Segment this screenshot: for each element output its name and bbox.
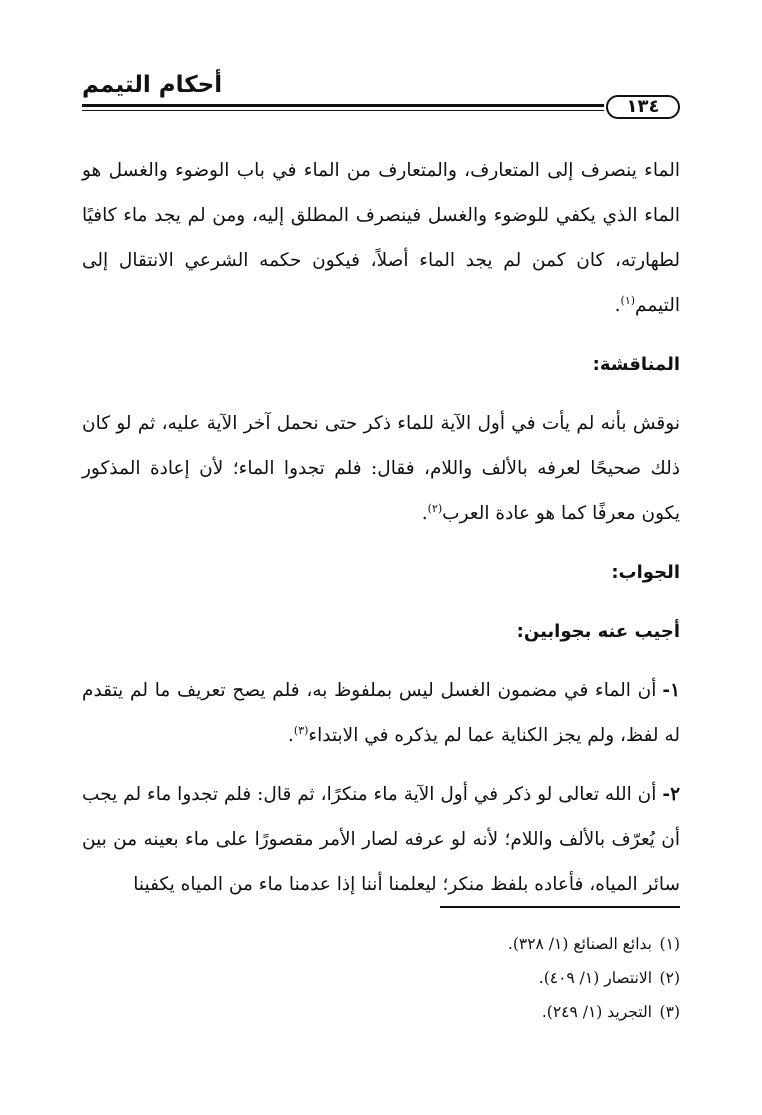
footnote-number: (٣)	[659, 1003, 680, 1021]
footnote-item	[82, 995, 680, 1029]
page-number: ١٣٤	[606, 95, 680, 119]
answer-item-2-text: أن الله تعالى لو ذكر في أول الآية ماء منكرًا، ثم قال: فلم تجدوا ماء لم يجب أن يُعرّف بالألف واللام؛ لأنه لو عرفه لصار الأمر مقصورًا على ماء بعينه من بين سائر المياه، فأعاده بلفظ منكر؛ ليعلمنا أننا إذا عدمنا ماء من المياه يكفينا	[82, 784, 680, 895]
answer-intro: أجيب عنه بجوابين:	[516, 621, 680, 642]
answer-item-1-end: .	[288, 725, 294, 746]
answer-item-1-text: أن الماء في مضمون الغسل ليس بملفوظ به، فلم يصح تعريف ما لم يتقدم له لفظ، ولم يجز الكناية عما لم يذكره في الابتداء	[82, 680, 680, 746]
answer-item-1-number: ١-	[662, 680, 680, 701]
paragraph-2-text: نوقش بأنه لم يأت في أول الآية للماء ذكر حتى نحمل آخر الآية عليه، ثم لو كان ذلك صحيحًا لعرفه بالألف واللام، فقال: فلم تجدوا الماء؛ لأن إعادة المذكور يكون معرفًا كما هو عادة العرب	[82, 413, 680, 524]
answer-item-2	[82, 772, 680, 907]
page-title: أحكام التيمم	[82, 72, 223, 98]
heading-answer: الجواب:	[611, 562, 680, 583]
footnote-ref-1[interactable]: (١)	[620, 293, 636, 307]
page-header-bar	[82, 95, 680, 121]
paragraph-1	[82, 148, 680, 328]
footnote-number: (١)	[659, 935, 680, 953]
answer-item-2-number: ٢-	[662, 784, 680, 805]
footnote-ref-3[interactable]: (٣)	[293, 723, 309, 737]
paragraph-2-end: .	[421, 503, 428, 524]
footnote-text: بدائع الصنائع (١/ ٣٢٨).	[507, 935, 652, 953]
page-body	[82, 148, 680, 907]
paragraph-2	[82, 401, 680, 536]
footnote-separator	[440, 906, 680, 908]
answer-item-1	[82, 668, 680, 758]
paragraph-1-end: .	[614, 295, 621, 316]
footnotes	[82, 927, 680, 1029]
footnote-text: التجريد (١/ ٢٤٩).	[541, 1003, 652, 1021]
header-rule-thick	[82, 104, 604, 107]
footnote-text: الانتصار (١/ ٤٠٩).	[538, 969, 652, 987]
footnote-item	[82, 961, 680, 995]
header-rule-thin	[82, 110, 604, 111]
heading-discussion: المناقشة:	[592, 354, 680, 375]
footnote-number: (٢)	[659, 969, 680, 987]
footnote-item	[82, 927, 680, 961]
paragraph-1-text: الماء ينصرف إلى المتعارف، والمتعارف من الماء في باب الوضوء والغسل هو الماء الذي يكفي للوضوء والغسل فينصرف المطلق إليه، ومن لم يجد ماء كافيًا لطهارته، كان كمن لم يجد الماء أصلاً، فيكون حكمه الشرعي الانتقال إلى التيمم	[82, 160, 680, 316]
footnote-ref-2[interactable]: (٢)	[427, 501, 443, 515]
